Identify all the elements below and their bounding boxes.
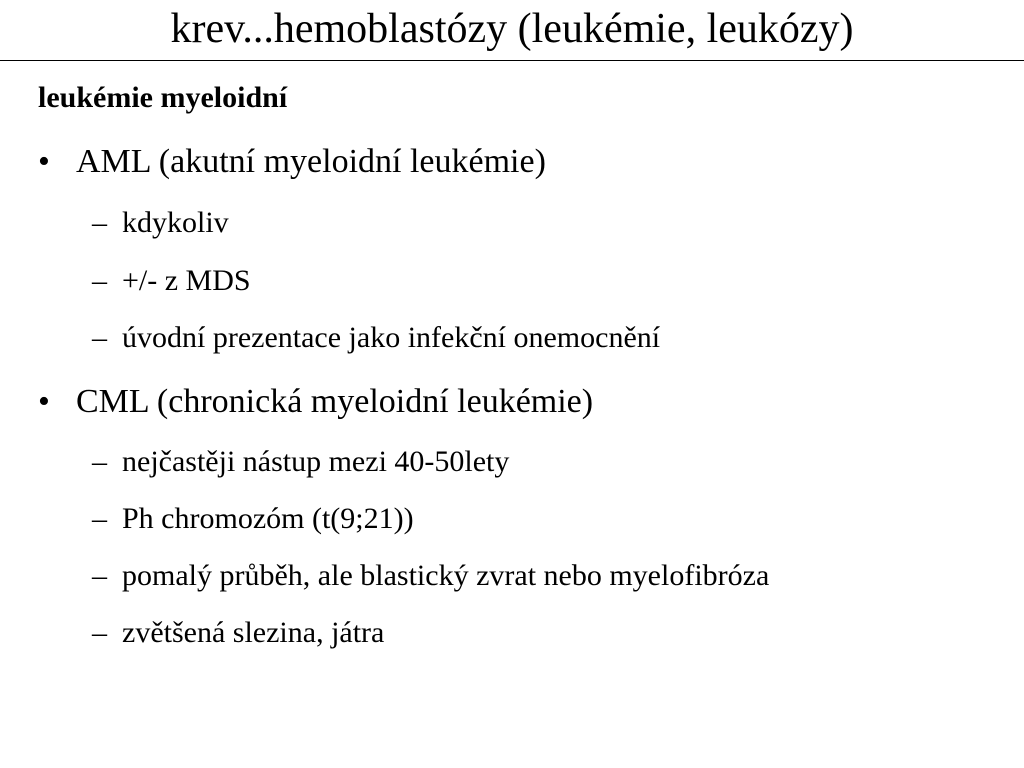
- sub-item-text: nejčastěji nástup mezi 40-50lety: [122, 445, 510, 478]
- bullet-marker: •: [38, 143, 50, 180]
- sub-item-text: úvodní prezentace jako infekční onemocnění: [122, 321, 661, 354]
- bullet-text: AML (akutní myeloidní leukémie): [76, 143, 546, 180]
- dash-marker: –: [92, 445, 107, 478]
- sub-item-text: zvětšená slezina, játra: [122, 616, 385, 649]
- dash-marker: –: [92, 616, 107, 649]
- bullet-text: CML (chronická myeloidní leukémie): [76, 383, 594, 420]
- title-divider: [0, 60, 1024, 61]
- dash-marker: –: [92, 264, 107, 297]
- dash-marker: –: [92, 502, 107, 535]
- dash-marker: –: [92, 321, 107, 354]
- sub-item-text: +/- z MDS: [122, 264, 251, 297]
- sub-item-text: kdykoliv: [122, 206, 229, 239]
- dash-marker: –: [92, 559, 107, 592]
- sub-item-text: pomalý průběh, ale blastický zvrat nebo myelofibróza: [122, 559, 770, 592]
- section-heading: leukémie myeloidní: [38, 81, 288, 114]
- bullet-marker: •: [38, 383, 50, 420]
- sub-item-text: Ph chromozóm (t(9;21)): [122, 502, 414, 535]
- slide-title: krev...hemoblastózy (leukémie, leukózy): [170, 6, 854, 52]
- dash-marker: –: [92, 206, 107, 239]
